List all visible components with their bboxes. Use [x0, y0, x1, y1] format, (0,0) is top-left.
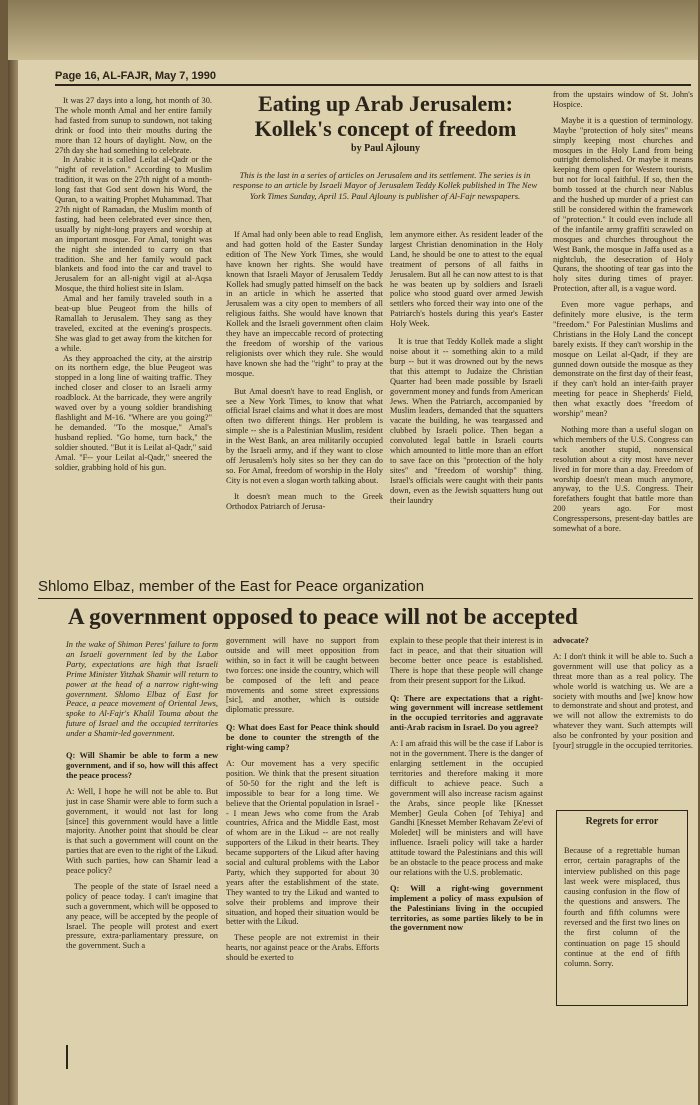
article2-intro: In the wake of Shimon Peres' failure to form an Israeli government led by the Labor Party, expectations are high that Israeli Prime Minister Yitzhak Shamir will return to power at the head of a narrow right-wing government. Shlomo Elbaz of East for Peace, a peace movement of Oriental Jews, spoke to Al-Fajr's Khalil Touma about the future of Israel and the occupied territories under a Shamir-led government.	[66, 640, 218, 739]
regrets-text: Because of a regrettable human error, certain paragraphs of the interview published on this page last week were misplaced, thus causing confusion in the flow of the questions and answers. The fourth and fifth columns were reversed and the first two lines on the first column of the continuation on page 15 should continue at the end of fifth column. Sorry.	[564, 846, 680, 969]
interview-answer: These people are not extremist in their hearts, nor against peace or the Arabs. Efforts should be exerted to	[226, 933, 379, 963]
article1-column-4	[553, 90, 693, 568]
article2-headline: A government opposed to peace will not be accepted	[68, 604, 578, 629]
article1-col3-paragraph: It is true that Teddy Kollek made a slight noise about it -- something akin to a mild burp -- but it was drowned out by the news that this attempt to Judaize the Christian Quarter had been made possible by Israeli government money and funds from American Jews. When the Patriarch, accompanied by Muslim leaders, demanded that the squatters vacate the building, he was teargassed and clubbed by Israeli police. Then began a convoluted legal battle in Israeli courts which amounted to little more than an effort to save face on this "protection of the holy sites" and "freedom of worship" thing. Israel's officials were caught with their pants down, even as the Jewish squatters hung out their laundry	[390, 337, 543, 505]
interview-question: Q: Will Shamir be able to form a new government, and if so, how will this affect the peace process?	[66, 751, 218, 780]
article1-col4-paragraph: from the upstairs window of St. John's Hospice.	[553, 90, 693, 109]
interview-answer: A: Well, I hope he will not be able to. But just in case Shamir were able to form such a government, it would not last for long [since] this government would have a little majority. Another point that should be clear is that such a government will count on the parties that are even to the right of the Likud. With such parties, how can Shamir lead a peace policy?	[66, 786, 218, 876]
interview-question: Q: What does East for Peace think should be done to counter the strength of the right-wing camp?	[226, 723, 379, 753]
interview-question: Q: There are expectations that a right-wing government will increase settlement in the occupied territories and aggravate anti-Arab racism in Israel. Do you agree?	[390, 693, 543, 733]
margin-mark	[66, 1045, 68, 1069]
article1-col2-paragraph: But Amal doesn't have to read English, or see a New York Times, to know that what official Israel claims and what it does are most often two different things. Her problem is simple -- she is a Palestinian Muslim, resident in the West Bank, an area militarily occupied by the Israeli army, and if they want to close off Jerusalem's holy sites so her they can do so. For Amal, freedom of worship in the Holy City is not even a slogan worth talking about.	[226, 386, 383, 485]
article1-col4-paragraph: Maybe it is a question of terminology. Maybe "protection of holy sites" means simply keeping most churches and mosques in the Holy Land from being outright demolished. Or maybe it means keeping them open for Western tourists, but not for local faithful. If so, then the bomb tossed at the church near Nablus and the hushed up murder of a priest can still be considered within the framework of "protection." It could even include all of the infantile army graffiti scrawled on mosques and churches throughout the West Bank, the mosque in Jaffa used as a nightclub, the desecration of Holy Qurans, the shooting of tear gas into the holy sites during times of prayer. Protection, after all, is a vague word.	[553, 115, 693, 294]
article2-column-2	[226, 636, 379, 1040]
article1-col2-paragraph: If Amal had only been able to read English, and had gotten hold of the Easter Sunday edition of The New York Times, she would have known her rights. She would have known that Israeli Mayor of Jerusalem Teddy Kollek had smugly patted himself on the back in an article in which he asserted that Jerusalem was a city open to members of all religious faiths. She would have known that Kollek and the Israeli government often claim they have an impeccable record of protecting the freedom of worship of the various religionists over which they rule. She would have known she had the "right" to pray at the mosque.	[226, 230, 383, 378]
article1-column-2	[226, 230, 383, 568]
section-rule	[38, 598, 693, 599]
article1-column-1	[55, 96, 212, 568]
article2-section-label: Shlomo Elbaz, member of the East for Peace organization	[38, 578, 425, 595]
article1-col1-paragraph: It was 27 days into a long, hot month of 30. The whole month Amal and her entire family had fasted from sunup to sundown, not taking drink or food into their mouths during the more than 12 hours of daylight. Now, on the 27th day she had something to celebrate.	[55, 96, 212, 155]
article2-column-4	[553, 636, 693, 806]
article1-col2-paragraph: It doesn't mean much to the Greek Orthodox Patriarch of Jerusa-	[226, 491, 383, 511]
article1-headline: Eating up Arab Jerusalem: Kollek's concept of freedom	[254, 91, 517, 141]
page-header: Page 16, AL-FAJR, May 7, 1990	[55, 70, 216, 82]
interview-answer: A: I am afraid this will be the case if Labor is not in the government. There is the danger of enlarging settlement in the occupied territories and therefore making it more difficult to achieve peace. Such a government will also increase racism against the Arabs, since people like [Knesset Member] Geula Cohen [of Tehiya] and Gandhi [Knesset Member Rehavam Ze'evi of Moledet] will be ministers and will have influence. Israeli policy will take a harder attitude toward the Palestinians and this will be an obstacle to the peace process and make our relations with the U.S. problematic.	[390, 739, 543, 877]
header-rule	[55, 84, 691, 86]
article1-col4-paragraph: Even more vague perhaps, and definitely more elusive, is the term "freedom." For Palestinian Muslims and Christians in the Holy Land the concept barely exists. If they can't worship in the mosque on Leilat al-Qadr, if they are gunned down outside the mosque as they demonstrate on the first day of their feast, if they can't hold an inter-faith prayer meeting for peace in Shepherds' Field, then what exactly does "freedom of worship" mean?	[553, 300, 693, 419]
article2-column-1	[66, 640, 218, 1040]
article2-column-3	[390, 636, 543, 1040]
article1-col1-paragraph: As they approached the city, at the airstrip on its northern edge, the blue Peugeot was stopped in a long line of waiting traffic. They inched closer and closer to an Israeli army roadblock. At the barricade, they were angrily waved over by a young soldier brandishing flashlight and M-16. "Where are you going?" he demanded. "To the mosque," Amal's husband replied. "Go home, turn back," the soldier shouted. "But it is Leilat al-Qadr," said Amal. "F-- your Leilat al-Qadr," sneered the soldier, grabbing hold of his gun.	[55, 353, 212, 472]
interview-answer: A: Our movement has a very specific position. We think that the present situation of 50-50 for the right and the left is impossible to bear for a long time. We believe that the Oriental population in Israel -- I mean Jews who come from the Arab countries, Africa and the Middle East, most of whom are in the Likud -- are not really supporters of the Likud in their hearts. They became supporters of the Likud after having social and cultural problems with the Labor Party, which they supported for about 30 years after the establishment of the state. They wanted to try the Likud and wanted to solve their problems and improve their situation, and hoped their situation would be better with the Likud.	[226, 758, 379, 927]
article1-byline: by Paul Ajlouny	[351, 143, 420, 154]
page-binding	[8, 0, 18, 1105]
article1-col3-paragraph: lem anymore either. As resident leader of the largest Christian denomination in the Holy Land, he should be one to attest to the equal treatment of persons of all faiths in Jerusalem. But all he can now attest to is that he was beaten up by soldiers and Israeli police who stood guard over armed Jewish settlers who forced their way into one of the Patriarch's hostels during this year's Easter Holy Week.	[390, 230, 543, 329]
interview-answer: government will have no support from outside and will meet opposition from within, so in fact it will be caught between two forces: one inside the country, which will be composed of the left and peace movements and some street expressions [sic], and another, which is outside diplomatic pressure.	[226, 636, 379, 715]
interview-answer: The people of the state of Israel need a policy of peace today. I can't imagine that such a government, which will be opposed to any peace, will be accepted by the people of Israel. The people will protest and exert pressure, extra-parliamentary pressure, on the government. Such a	[66, 881, 218, 951]
article1-col4-paragraph: Nothing more than a useful slogan on which members of the U.S. Congress can tack another stupid, nonsensical resolution about a city most have never lived in for more than a day. Freedom of worship doesn't mean much anymore, anyway, to the U.S. Congress. Their forefathers fought that battle more than 200 years ago. For most Congresspersons, present-day battles are somewhat of a bore.	[553, 425, 693, 534]
newspaper-page	[8, 0, 698, 1105]
interview-answer: A: I don't think it will be able to. Such a government will use that policy as a threat more than as a real policy. The whole world is watching us. We are a society with mouths and [we] know how to demonstrate and shout and protest, and we will not allow the extremists to do whatever they want. Such attempts will also be confronted by your position and [your] struggle in the occupied territories.	[553, 651, 693, 751]
article1-col1-paragraph: In Arabic it is called Leilat al-Qadr or the "night of revelation." According to Muslim tradition, it was on the 27th night of a month-long fast that God sent down his Word, the Quran, to a waiting Prophet Muhammad. That 27th night of Ramadan, the Muslim month of fasting, had been celebrated ever since then, usually by night-long prayers and worship at an important mosque. For Amal, tonight was the night she intended to carry on that tradition. She and her family would pack blankets and food into the car and travel to Jerusalem for an all-night vigil at al-Aqsa Mosque, the third holiest site in Islam.	[55, 155, 212, 294]
interview-question: Q: Will a right-wing government implement a policy of mass expulsion of the Palestinians living in the occupied territories, as some parties likely to be in the government now	[390, 883, 543, 933]
article1-column-3	[390, 230, 543, 568]
article1-col1-paragraph: Amal and her family traveled south in a beat-up blue Peugeot from the hills of Ramallah to Jerusalem. They sang as they traveled, excited at the evening's prospects. She was glad to get away from the kitchen for a while.	[55, 294, 212, 353]
regrets-title: Regrets for error	[585, 816, 659, 827]
page-top-band	[8, 0, 698, 60]
article1-intro: This is the last in a series of articles on Jerusalem and its settlement. The series is in response to an article by Israeli Mayor of Jerusalem Teddy Kollek published in The New York Times Sunday, April 15. Paul Ajlouny is publisher of Al-Fajr newspapers.	[232, 170, 538, 201]
interview-answer: explain to these people that their interest is in fact in peace, and that their situation will become better once peace is established. There is hope that these people will change from their present support for the Likud.	[390, 636, 543, 685]
interview-question-continued: advocate?	[553, 636, 589, 645]
